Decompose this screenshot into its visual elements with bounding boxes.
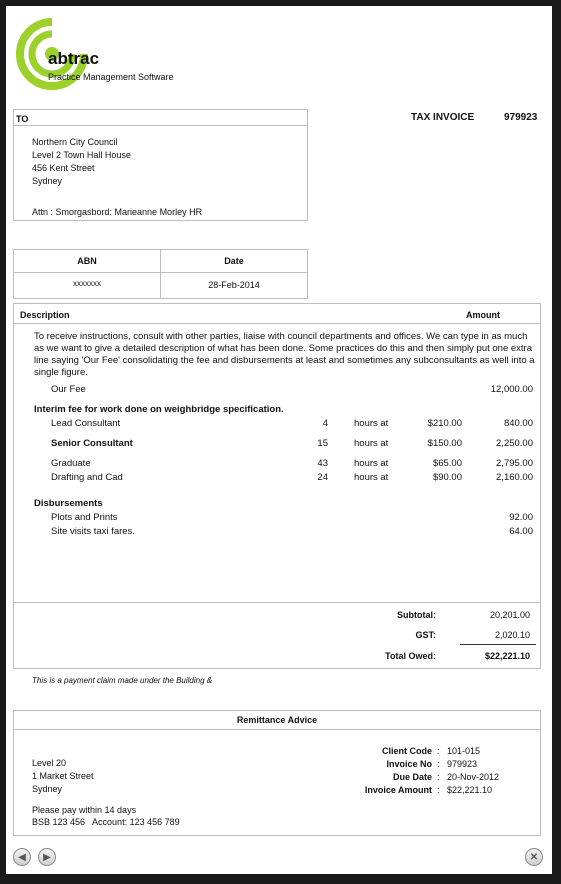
invoice-number: 979923 [504, 112, 538, 123]
client-code-label: Client Code [381, 746, 432, 756]
invoice-amount-value: $22,221.10 [447, 785, 493, 795]
next-page-button[interactable] [38, 848, 56, 866]
our-fee-label: Our Fee [51, 384, 86, 395]
line-item-name: Senior Consultant [51, 438, 133, 449]
line-item-unit: hours at [354, 438, 389, 449]
payment-claim-note: This is a payment claim made under the Building & [32, 676, 213, 685]
abn-header: ABN [77, 256, 97, 266]
line-item-amount: 2,795.00 [496, 458, 533, 469]
invoice-no-value: 979923 [447, 759, 478, 769]
description-paragraph: To receive instructions, consult with other parties, liaise with council departments and offices. We can type in as much as we want to give a detailed description of what has been done. Some practices do this and then simply put one extra line saying 'Our Fee' consolidating the fee and disbursements at least and sometimes any subconsultants as well into a single figure. [34, 331, 535, 378]
to-address-line: Sydney [32, 176, 63, 186]
brand-name: abtrac [48, 49, 100, 68]
abn-value: xxxxxxx [73, 279, 101, 288]
description-header: Description [20, 310, 70, 320]
remittance-heading: Remittance Advice [236, 715, 318, 725]
remittance-advice-box: Remittance Advice Level 20 1 Market Street Sydney Client Code : 101-015 Invoice No : 979923 Due Date : 20-Nov-2012 Invoice Amount : $22,221.10 Please pay within 14 days BSB 123 456 Account: 123 456 789 [13, 710, 541, 836]
line-item-unit: hours at [354, 458, 389, 469]
remittance-address-line: Sydney [32, 784, 63, 794]
line-item-rate: $210.00 [427, 418, 462, 429]
disbursement-amount: 64.00 [509, 526, 533, 537]
total-owed-label: Total Owed: [385, 651, 436, 661]
interim-fee-heading: Interim fee for work done on weighbridge specification. [34, 404, 284, 415]
invoice-no-label: Invoice No [386, 759, 432, 769]
line-item-rate: $65.00 [432, 458, 462, 469]
tax-invoice-label: TAX INVOICE [411, 112, 475, 123]
line-item-name: Drafting and Cad [51, 472, 123, 483]
invoice-page [6, 6, 552, 874]
subtotal-label: Subtotal: [397, 610, 436, 620]
client-code-value: 101-015 [447, 746, 481, 756]
line-item-name: Lead Consultant [51, 418, 121, 429]
close-icon: ✕ [529, 851, 539, 863]
description-table [13, 303, 541, 669]
line-item-qty: 24 [317, 472, 328, 483]
line-item-qty: 43 [317, 458, 328, 469]
line-item-qty: 15 [317, 438, 328, 449]
line-item-qty: 4 [322, 418, 328, 429]
arrow-right-icon: ▶ [43, 851, 51, 863]
disbursements-heading: Disbursements [34, 498, 103, 509]
our-fee-amount: 12,000.00 [490, 384, 533, 395]
previous-page-button[interactable] [13, 848, 31, 866]
subtotal-value: 20,201.00 [489, 610, 530, 620]
disbursement-name: Plots and Prints [51, 512, 118, 523]
to-address-line: Level 2 Town Hall House [32, 150, 131, 160]
line-item-amount: 2,250.00 [496, 438, 533, 449]
disbursement-amount: 92.00 [509, 512, 533, 523]
line-item-name: Graduate [51, 458, 91, 469]
total-divider [460, 644, 536, 645]
abn-date-table [13, 249, 308, 299]
arrow-left-icon: ◀ [18, 851, 26, 863]
payment-terms: Please pay within 14 days [32, 805, 137, 815]
line-item-amount: 2,160.00 [496, 472, 533, 483]
to-address-line: Northern City Council [32, 137, 118, 147]
due-date-value: 20-Nov-2012 [447, 772, 500, 782]
line-item-unit: hours at [354, 418, 389, 429]
date-header: Date [224, 256, 244, 266]
line-item-unit: hours at [354, 472, 389, 483]
to-address-line: 456 Kent Street [32, 163, 95, 173]
attention-line: Attn : Smorgasbord: Marieanne Morley HR [32, 207, 203, 217]
total-owed-value: $22,221.10 [484, 651, 530, 661]
disbursement-name: Site visits taxi fares. [51, 526, 135, 537]
to-address-box [13, 109, 308, 221]
remittance-address-line: Level 20 [32, 758, 67, 768]
due-date-label: Due Date [392, 772, 432, 782]
amount-header: Amount [466, 310, 500, 320]
line-item-rate: $150.00 [427, 438, 462, 449]
gst-label: GST: [415, 630, 436, 640]
line-item-amount: 840.00 [503, 418, 533, 429]
invoice-amount-label: Invoice Amount [364, 785, 432, 795]
bank-details: BSB 123 456 Account: 123 456 789 [32, 817, 180, 827]
to-heading: TO [14, 110, 307, 126]
line-item-rate: $90.00 [432, 472, 462, 483]
remittance-address-line: 1 Market Street [32, 771, 94, 781]
brand-tagline: Practice Management Software [48, 72, 174, 82]
date-value: 28-Feb-2014 [208, 280, 260, 290]
gst-value: 2,020.10 [494, 630, 530, 640]
close-button[interactable] [525, 848, 543, 866]
